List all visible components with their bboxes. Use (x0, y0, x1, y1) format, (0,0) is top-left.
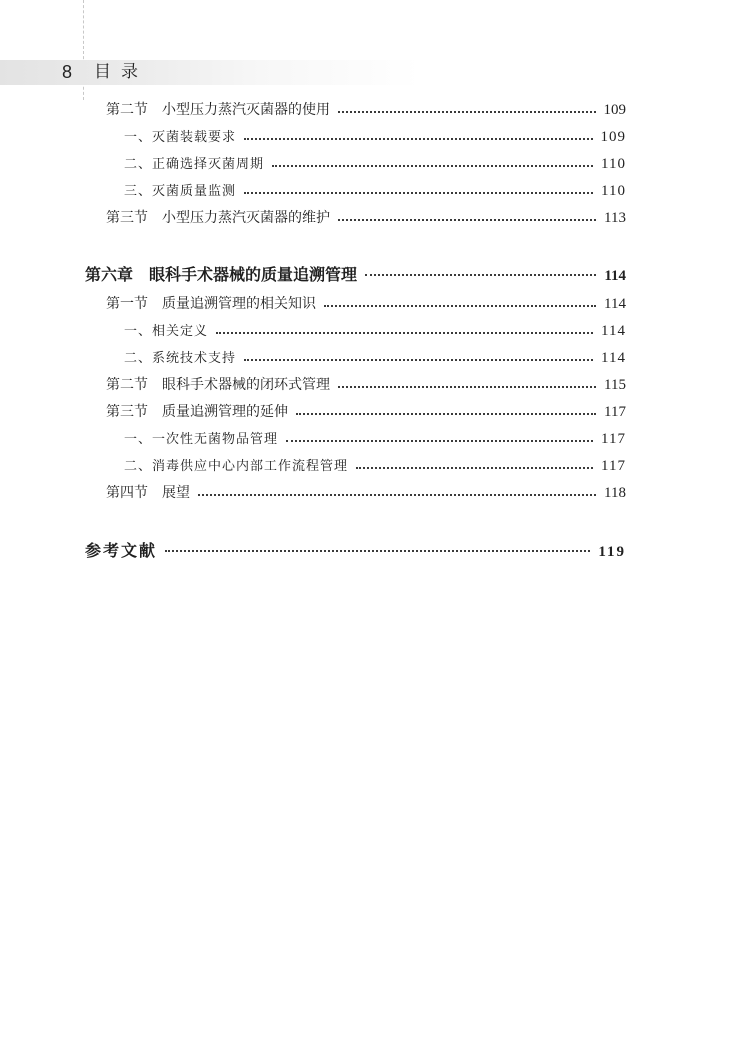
toc-entry-item[interactable] (124, 180, 626, 202)
toc-entry-label: 第一节 质量追溯管理的相关知识 (106, 296, 316, 312)
toc-entry-label: 第三节 小型压力蒸汽灭菌器的维护 (106, 210, 330, 226)
toc-entry-label: 一、一次性无菌物品管理 (124, 432, 279, 447)
dot-leader (356, 467, 593, 469)
toc-entry-chapter[interactable] (85, 262, 626, 284)
toc-entry-label: 三、灭菌质量监测 (124, 184, 237, 199)
dot-leader (286, 440, 593, 442)
toc-entry-item[interactable] (124, 320, 626, 342)
toc-entry-page: 109 (603, 102, 626, 118)
dot-leader (338, 386, 596, 388)
dot-leader (165, 550, 590, 552)
toc-entry-label: 一、相关定义 (124, 324, 209, 339)
toc-entry-section[interactable] (106, 401, 626, 423)
dot-leader (244, 359, 593, 361)
toc-entry-item[interactable] (124, 428, 626, 450)
page-number: 8 (62, 62, 73, 82)
toc-entry-label: 第二节 小型压力蒸汽灭菌器的使用 (106, 102, 330, 118)
toc-entry-label: 参考文献 (85, 541, 158, 560)
dot-leader (338, 219, 596, 221)
dot-leader (198, 494, 596, 496)
toc-entry-label: 一、灭菌装载要求 (124, 130, 237, 145)
toc-entry-page: 117 (604, 404, 626, 420)
toc-entry-page: 117 (601, 458, 626, 474)
toc-entry-page: 114 (604, 268, 626, 284)
toc-entry-page: 118 (604, 485, 626, 501)
dot-leader (296, 413, 596, 415)
dot-leader (244, 138, 592, 140)
toc-entry-references[interactable] (85, 538, 626, 560)
dot-leader (338, 111, 596, 113)
dot-leader (324, 305, 596, 307)
toc-entry-label: 第六章 眼科手术器械的质量追溯管理 (85, 265, 358, 284)
toc-entry-page: 114 (604, 296, 626, 312)
toc-entry-label: 二、消毒供应中心内部工作流程管理 (124, 459, 349, 474)
toc-entry-label: 二、正确选择灭菌周期 (124, 157, 265, 172)
toc-entry-label: 第四节 展望 (106, 485, 190, 501)
dot-leader (216, 332, 593, 334)
toc-entry-label: 二、系统技术支持 (124, 351, 237, 366)
toc-entry-item[interactable] (124, 347, 626, 369)
dot-leader (272, 165, 593, 167)
toc-entry-section[interactable] (106, 207, 626, 229)
toc-entry-label: 第三节 质量追溯管理的延伸 (106, 404, 288, 420)
toc-entry-section[interactable] (106, 99, 626, 121)
dot-leader (244, 192, 593, 194)
toc-entry-page: 113 (604, 210, 626, 226)
toc-entry-label: 第二节 眼科手术器械的闭环式管理 (106, 377, 330, 393)
toc-entry-section[interactable] (106, 374, 626, 396)
toc-entry-item[interactable] (124, 455, 626, 477)
toc-entry-page: 114 (601, 350, 626, 366)
toc-entry-item[interactable] (124, 153, 626, 175)
toc-entry-page: 114 (601, 323, 626, 339)
dot-leader (365, 274, 596, 276)
running-header-title: 目录 (94, 62, 148, 82)
toc-entry-item[interactable] (124, 126, 626, 148)
toc-entry-section[interactable] (106, 482, 626, 504)
toc-entry-page: 119 (598, 544, 626, 560)
toc-entry-page: 110 (601, 183, 626, 199)
margin-guide-line (83, 0, 84, 100)
toc-entry-page: 117 (601, 431, 626, 447)
toc-entry-section[interactable] (106, 293, 626, 315)
toc-entry-page: 115 (604, 377, 626, 393)
toc-entry-page: 109 (600, 129, 626, 145)
toc-entry-page: 110 (601, 156, 626, 172)
